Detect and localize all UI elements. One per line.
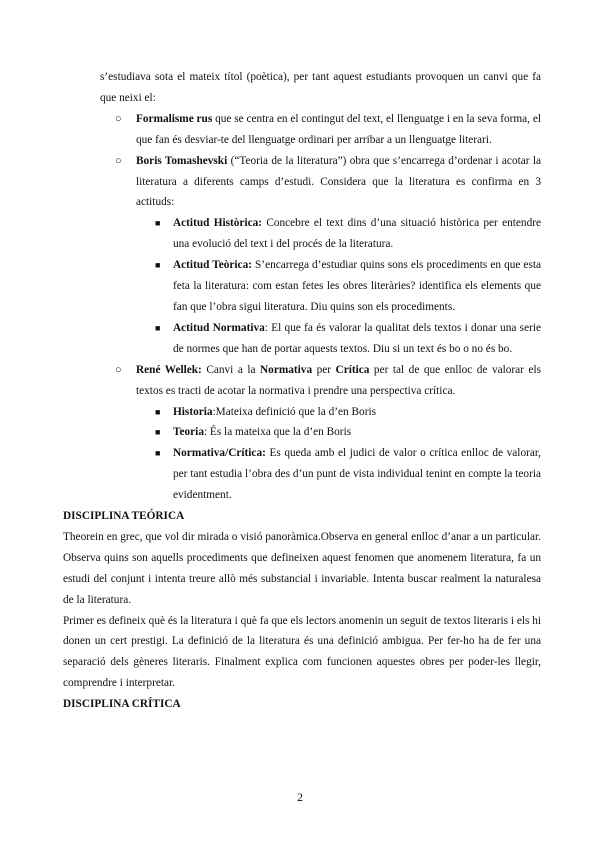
- hollow-circle-bullet-icon: ○: [115, 154, 122, 167]
- subitem-text: Es queda amb el judici de valor o crítica enlloc de valorar, per tant estudia l’obra des d’un punt de vista individual tenint en compte la teoria evidentment.: [173, 447, 541, 502]
- sub-list-item: [63, 422, 541, 443]
- subitem-text: : És la mateixa que la d’en Boris: [203, 426, 352, 439]
- item-bold-term: Crítica: [335, 363, 370, 376]
- subitem-text: Concebre el text dins d’una situació històrica per entendre una evolució del text i del procés de la literatura.: [173, 217, 541, 251]
- item-bold-term: Normativa: [260, 363, 313, 376]
- subitem-title: Normativa/Crítica:: [173, 447, 266, 460]
- list-item: [63, 109, 541, 151]
- subitem-title: Teoria: [173, 426, 204, 439]
- subitem-title: Historia: [173, 405, 213, 418]
- list-item: [63, 151, 541, 214]
- sub-list-item: [63, 213, 541, 255]
- section-heading: DISCIPLINA TEÓRICA: [63, 510, 185, 523]
- page-content: [63, 67, 541, 715]
- subitem-text: S’encarrega d’estudiar quins sons els procediments en que esta feta la literatura: com estan fetes les obres literàries? identifica els elements que fan que l’obra sigui literatura. Diu quins son els procediments.: [173, 259, 541, 313]
- item-text: Canvi a la: [201, 363, 261, 376]
- item-title: Formalisme rus: [136, 112, 213, 125]
- item-title: René Wellek:: [136, 363, 202, 376]
- subitem-text: :Mateixa definició que la d’en Boris: [212, 405, 376, 418]
- hollow-circle-bullet-icon: ○: [115, 112, 122, 125]
- square-bullet-icon: ■: [155, 406, 161, 417]
- item-text: per tal de que enlloc de valorar els textos es tracti de acotar la normativa i prendre una perspectiva crítica.: [136, 363, 541, 397]
- section-paragraph: Primer es defineix què és la literatura i què fa que els lectors anomenin un seguit de textos literaris i els hi donen un cert prestigi. La definició de la literatura és una definició ambigua. Per fer-ho ha de fer una separació dels gèneres literaris. Finalment explica com funcionen aquestes obres per poder-les llegir, comprendre i interpretar.: [63, 614, 541, 690]
- subitem-title: Actitud Històrica:: [173, 217, 263, 230]
- sub-list-item: [63, 443, 541, 506]
- subitem-text: : El que fa és valorar la qualitat dels textos i donar una serie de normes que han de portar aquests textos. Diu si un text és bo o no és bo.: [173, 321, 541, 355]
- sub-list-item: [63, 402, 541, 423]
- section-paragraph: Theorein en grec, que vol dir mirada o visió panoràmica.Observa en general enlloc d’anar a un particular. Observa quins son aquells procediments que defineixen aquest fenomen que anomenem literatura, fa un estudi del conjunt i intenta treure allò més substancial i invariable. Intenta buscar realment la naturalesa de la literatura.: [63, 530, 541, 606]
- hollow-circle-bullet-icon: ○: [115, 363, 122, 376]
- item-text: que se centra en el contingut del text, el llenguatge i en la seva forma, el que fan és desviar-te del llenguatge ordinari per arribar a un llenguatge literari.: [136, 112, 541, 146]
- subitem-title: Actitud Normativa: [173, 321, 265, 334]
- item-text: (“Teoria de la literatura”) obra que s’encarrega d’ordenar i acotar la literatura a diferents camps d’estudi. Considera que la literatura es confirma en 3 actituds:: [136, 154, 541, 209]
- square-bullet-icon: ■: [155, 260, 161, 271]
- subitem-title: Actitud Teòrica:: [173, 259, 252, 272]
- intro-paragraph: s’estudiava sota el mateix títol (poètica), per tant aquest estudiants provoquen un canvi que fa que neixi el:: [100, 71, 541, 104]
- sub-list-item: [63, 318, 541, 360]
- section-heading: DISCIPLINA CRÍTICA: [63, 698, 181, 711]
- item-text: per: [312, 363, 336, 376]
- square-bullet-icon: ■: [155, 218, 161, 229]
- sub-list-item: [63, 255, 541, 318]
- square-bullet-icon: ■: [155, 427, 161, 438]
- item-title: Boris Tomashevski: [136, 154, 228, 167]
- list-item: [63, 360, 541, 402]
- square-bullet-icon: ■: [155, 322, 161, 333]
- square-bullet-icon: ■: [155, 448, 161, 459]
- page-number: 2: [297, 790, 303, 804]
